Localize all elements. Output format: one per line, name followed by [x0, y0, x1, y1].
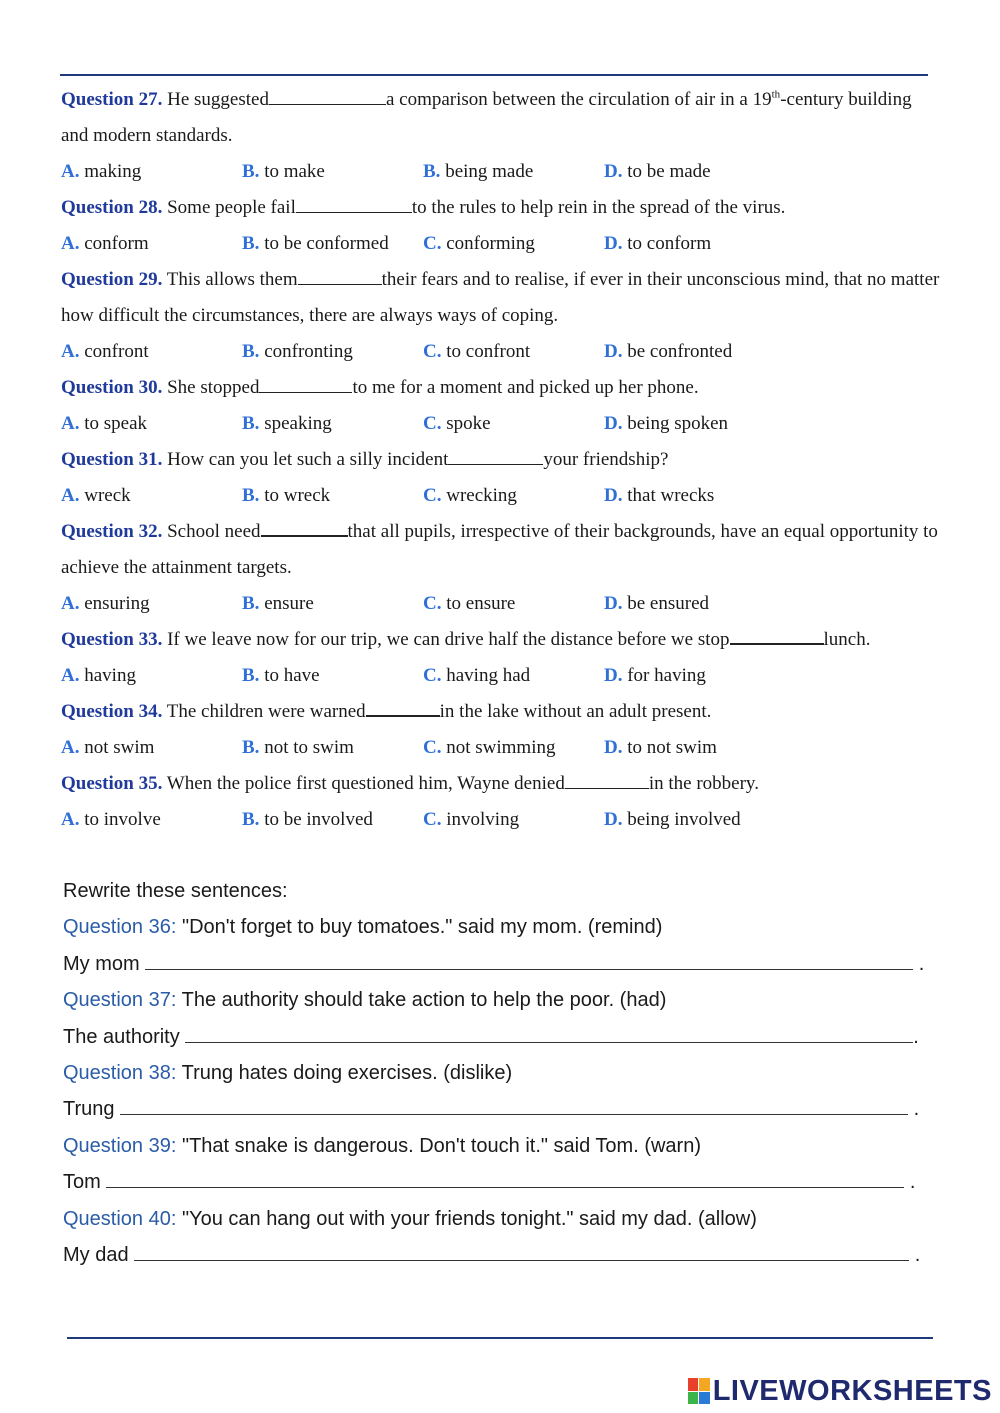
option-d[interactable]: D. being involved — [604, 809, 741, 830]
rewrite-question-39 — [63, 1128, 943, 1164]
answer-line-39 — [63, 1164, 943, 1200]
question-29 — [61, 262, 941, 370]
question-label: Question 38: — [63, 1061, 177, 1084]
option-b[interactable]: B. not to swim — [242, 737, 354, 758]
question-label: Question 35. — [61, 773, 163, 794]
options-row — [61, 154, 941, 190]
question-prompt: "That snake is dangerous. Don't touch it." said Tom. (warn) — [176, 1134, 701, 1157]
option-c[interactable]: C. to confront — [423, 341, 531, 362]
option-b[interactable]: B. ensure — [242, 593, 314, 614]
question-32 — [61, 514, 941, 622]
option-d[interactable]: D. to be made — [604, 161, 711, 182]
question-label: Question 31. — [61, 449, 163, 470]
answer-blank[interactable] — [565, 773, 649, 789]
multiple-choice-section — [61, 82, 941, 838]
answer-blank[interactable] — [261, 520, 348, 537]
question-text: to the rules to help rein in the spread of the virus. — [411, 197, 786, 218]
question-prompt: "You can hang out with your friends tonight." said my dad. (allow) — [176, 1207, 757, 1230]
question-text: to me for a moment and picked up her phone. — [352, 377, 699, 398]
option-c[interactable]: C. involving — [423, 809, 520, 830]
option-a[interactable]: A. to involve — [61, 809, 161, 830]
option-b[interactable]: B. speaking — [242, 413, 332, 434]
option-a[interactable]: A. to speak — [61, 413, 148, 434]
option-c[interactable]: C. wrecking — [423, 485, 517, 506]
option-c[interactable]: C. to ensure — [423, 593, 516, 614]
question-label: Question 36: — [63, 916, 177, 939]
rewrite-question-37 — [63, 982, 943, 1018]
question-27 — [61, 82, 941, 190]
question-prompt: Trung hates doing exercises. (dislike) — [176, 1061, 513, 1084]
option-b[interactable]: B. to be involved — [242, 809, 373, 830]
option-d[interactable]: D. that wrecks — [604, 485, 715, 506]
answer-input[interactable] — [120, 1096, 908, 1115]
question-text: He suggested — [162, 89, 269, 110]
question-28 — [61, 190, 941, 262]
answer-start: Trung — [63, 1098, 121, 1121]
options-row — [61, 226, 941, 262]
option-b[interactable]: B. to be conformed — [242, 233, 389, 254]
option-b[interactable]: B. confronting — [242, 341, 353, 362]
option-a[interactable]: A. making — [61, 161, 142, 182]
rewrite-question-38 — [63, 1055, 943, 1091]
question-label: Question 27. — [61, 89, 163, 110]
option-c[interactable]: C. not swimming — [423, 737, 556, 758]
question-label: Question 40: — [63, 1207, 177, 1230]
option-d[interactable]: D. be ensured — [604, 593, 710, 614]
option-d[interactable]: D. being spoken — [604, 413, 729, 434]
option-b[interactable]: B. to make — [242, 161, 325, 182]
answer-input[interactable] — [106, 1169, 904, 1188]
question-34 — [61, 694, 941, 766]
rewrite-section — [63, 873, 943, 1273]
answer-blank[interactable] — [259, 377, 352, 393]
question-33 — [61, 622, 941, 694]
question-text: that all pupils, irrespective of their backgrounds, have an equal opportunity to achieve the attainment targets. — [61, 521, 938, 578]
answer-blank[interactable] — [730, 628, 824, 645]
option-c[interactable]: C. having had — [423, 665, 531, 686]
option-b[interactable]: B. to have — [242, 665, 320, 686]
bottom-rule — [67, 1337, 933, 1339]
option-a[interactable]: A. not swim — [61, 737, 155, 758]
answer-line-40 — [63, 1237, 943, 1273]
options-row — [61, 406, 941, 442]
question-text: their fears and to realise, if ever in their unconscious mind, that no matter how difficult the circumstances, there are always ways of coping. — [61, 269, 940, 326]
question-30 — [61, 370, 941, 442]
answer-input[interactable] — [134, 1242, 909, 1261]
question-text: The children were warned — [162, 701, 366, 722]
option-b[interactable]: B. to wreck — [242, 485, 331, 506]
options-row — [61, 478, 941, 514]
answer-start: My mom — [63, 952, 146, 975]
answer-start: The authority — [63, 1025, 186, 1048]
question-text: lunch. — [823, 629, 871, 650]
question-text: School need — [162, 521, 261, 542]
answer-line-38 — [63, 1091, 943, 1127]
answer-line-36 — [63, 946, 943, 982]
options-row — [61, 586, 941, 622]
answer-line-37 — [63, 1019, 943, 1055]
question-text: How can you let such a silly incident — [162, 449, 449, 470]
question-label: Question 34. — [61, 701, 163, 722]
question-prompt: The authority should take action to help the poor. (had) — [176, 989, 667, 1012]
answer-blank[interactable] — [296, 197, 412, 213]
top-rule — [60, 74, 928, 76]
question-text: If we leave now for our trip, we can drive half the distance before we stop — [162, 629, 730, 650]
question-text: -century building and modern standards. — [61, 89, 912, 146]
question-label: Question 33. — [61, 629, 163, 650]
option-a[interactable]: A. having — [61, 665, 136, 686]
rewrite-question-36 — [63, 909, 943, 945]
answer-start: My dad — [63, 1243, 135, 1266]
answer-blank[interactable] — [366, 700, 440, 717]
answer-blank[interactable] — [448, 449, 543, 465]
question-label: Question 29. — [61, 269, 163, 290]
option-d[interactable]: D. to conform — [604, 233, 712, 254]
question-35 — [61, 766, 941, 838]
question-label: Question 30. — [61, 377, 163, 398]
question-text: Some people fail — [162, 197, 296, 218]
answer-blank[interactable] — [269, 89, 386, 105]
answer-end: . — [913, 1025, 919, 1048]
option-a[interactable]: A. wreck — [61, 485, 131, 506]
option-a[interactable]: A. confront — [61, 341, 149, 362]
options-row — [61, 334, 941, 370]
option-c[interactable]: C. spoke — [423, 413, 491, 434]
options-row — [61, 730, 941, 766]
question-31 — [61, 442, 941, 514]
options-row — [61, 802, 941, 838]
superscript: th — [771, 88, 781, 101]
question-text: When the police first questioned him, Wayne denied — [162, 773, 565, 794]
question-text: your friendship? — [543, 449, 669, 470]
option-d[interactable]: D. be confronted — [604, 341, 733, 362]
rewrite-heading: Rewrite these sentences: — [63, 880, 288, 902]
answer-end: . — [908, 1098, 920, 1121]
answer-end: . — [913, 952, 925, 975]
option-c[interactable]: C. conforming — [423, 233, 535, 254]
answer-input[interactable] — [185, 1024, 913, 1043]
logo-mark-icon — [688, 1378, 710, 1404]
question-text: in the lake without an adult present. — [439, 701, 712, 722]
answer-end: . — [904, 1171, 916, 1194]
question-label: Question 39: — [63, 1134, 177, 1157]
question-text: a comparison between the circulation of air in a 19 — [385, 89, 772, 110]
option-d[interactable]: D. for having — [604, 665, 706, 686]
liveworksheets-logo — [688, 1376, 992, 1406]
option-a[interactable]: A. conform — [61, 233, 149, 254]
answer-start: Tom — [63, 1171, 107, 1194]
answer-input[interactable] — [145, 951, 913, 970]
question-label: Question 37: — [63, 989, 177, 1012]
question-prompt: "Don't forget to buy tomatoes." said my mom. (remind) — [176, 916, 663, 939]
question-text: This allows them — [162, 269, 298, 290]
question-label: Question 28. — [61, 197, 163, 218]
option-a[interactable]: A. ensuring — [61, 593, 150, 614]
answer-blank[interactable] — [298, 269, 382, 285]
question-text: in the robbery. — [648, 773, 759, 794]
answer-end: . — [909, 1243, 921, 1266]
question-label: Question 32. — [61, 521, 163, 542]
option-d[interactable]: D. to not swim — [604, 737, 717, 758]
rewrite-question-40 — [63, 1201, 943, 1237]
option-c[interactable]: B. being made — [423, 161, 534, 182]
logo-text: LIVEWORKSHEETS — [712, 1375, 992, 1407]
options-row — [61, 658, 941, 694]
question-text: She stopped — [162, 377, 260, 398]
